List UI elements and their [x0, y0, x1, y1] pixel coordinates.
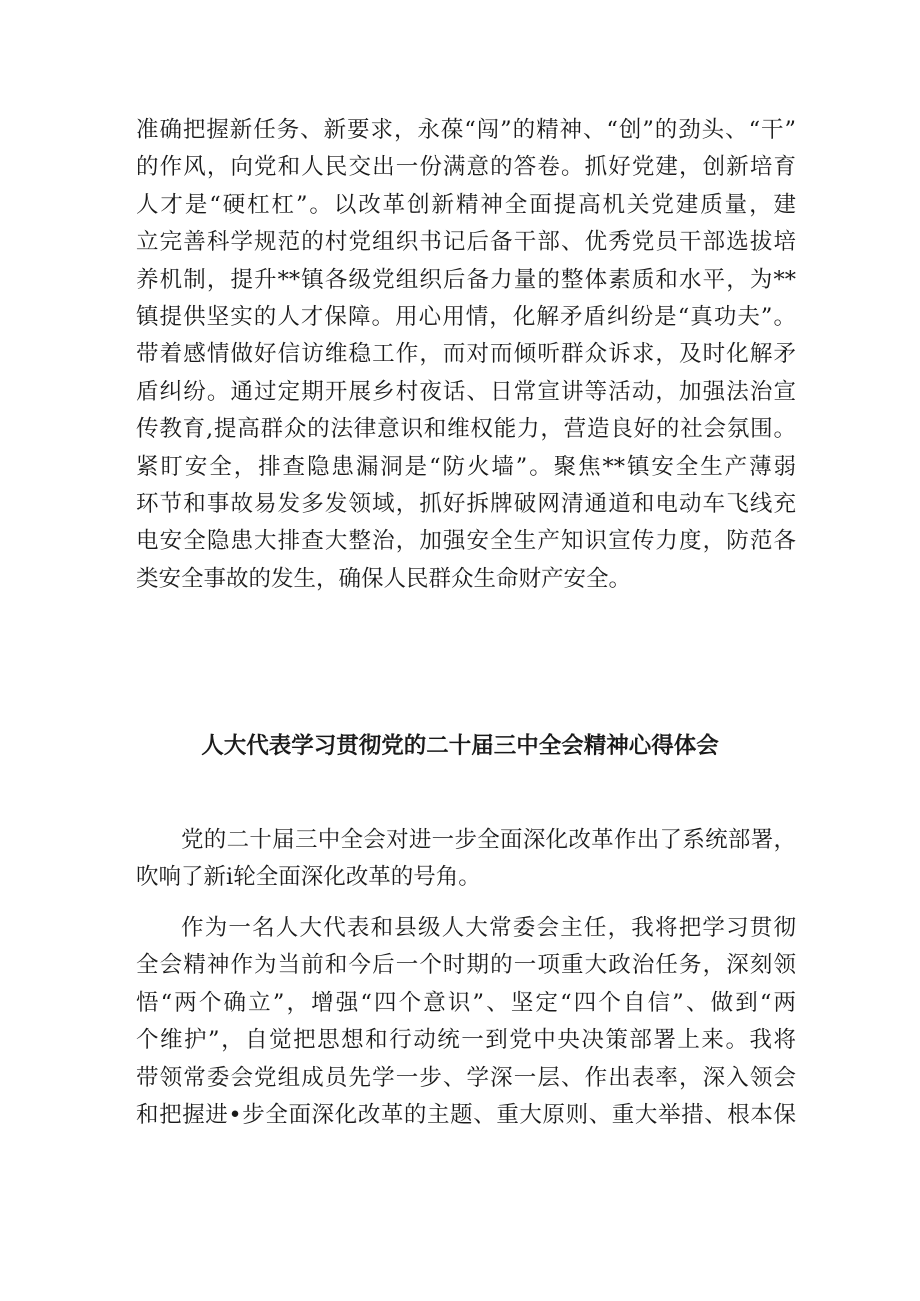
text-line: 全会精神作为当前和今后一个时期的一项重大政治任务，深刻领: [136, 952, 796, 979]
text-line: 镇提供坚实的人才保障。用心用情，化解矛盾纠纷是“真功夫”。: [136, 303, 796, 330]
text-line: 立完善科学规范的村党组织书记后备干部、优秀党员干部选拔培: [136, 229, 796, 256]
text-line: 类安全事故的发生，确保人民群众生命财产安全。: [136, 565, 632, 592]
text-line: 带着感情做好信访维稳工作，而对而倾听群众诉求，及时化解矛: [136, 341, 796, 368]
text-line: 环节和事故易发多发领域，抓好拆牌破网清通道和电动车飞线充: [136, 490, 796, 517]
section-title: 人大代表学习贯彻党的二十届三中全会精神心得体会: [201, 733, 719, 759]
text-line: 个维护”，自觉把思想和行动统一到党中央决策部署上来。我将: [136, 1027, 796, 1054]
text-line: 带领常委会党组成员先学一步、学深一层、作出表率，深入领会: [136, 1064, 796, 1091]
text-line: 养机制，提升**镇各级党组织后备力量的整体素质和水平，为**: [136, 266, 796, 293]
text-line: 吹响了新i轮全面深化改革的号角。: [136, 864, 481, 891]
paragraph-intro: [136, 822, 796, 897]
text-line: 作为一名人大代表和县级人大常委会主任，我将把学习贯彻: [181, 915, 796, 941]
text-line: 传教育,提高群众的法律意识和维权能力，营造良好的社会氛围。: [136, 416, 796, 443]
text-line: 准确把握新任务、新要求，永葆“闯”的精神、“创”的劲头、“干”: [136, 117, 796, 143]
paragraph-continuation: [136, 112, 796, 598]
text-line: 人才是“硬杠杠”。以改革创新精神全面提高机关党建质量，建: [136, 191, 796, 218]
text-line: 盾纠纷。通过定期开展乡村夜话、日常宣讲等活动，加强法治宣: [136, 378, 796, 405]
paragraph-body: [136, 910, 796, 1134]
text-line: 党的二十届三中全会对进一步全面深化改革作出了系统部署，: [181, 827, 796, 853]
text-line: 电安全隐患大排查大整治，加强安全生产知识宣传力度，防范各: [136, 528, 796, 555]
text-line: 的作风，向党和人民交出一份满意的答卷。抓好党建，创新培育: [136, 154, 796, 181]
text-line: 悟“两个确立”，增强“四个意识”、坚定“四个自信”、做到“两: [136, 989, 796, 1016]
text-line: 紧盯安全，排查隐患漏洞是“防火墙”。聚焦**镇安全生产薄弱: [136, 453, 796, 480]
text-line: 和把握进•步全面深化改革的主题、重大原则、重大举措、根本保: [136, 1101, 796, 1128]
